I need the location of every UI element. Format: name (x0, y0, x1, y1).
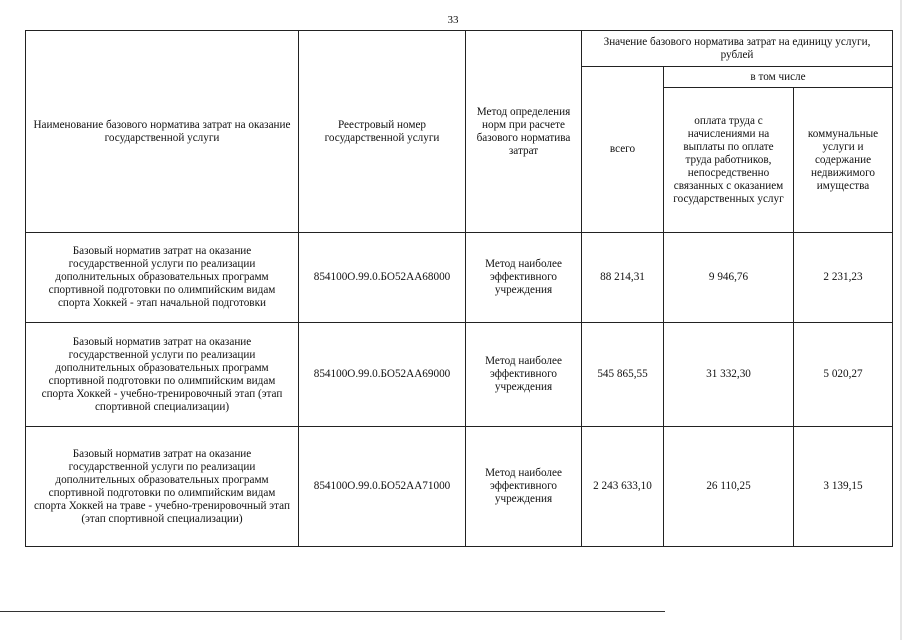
row-registry-cell: 854100О.99.0.БО52АА71000 (299, 427, 466, 547)
scan-bottom-line (0, 611, 665, 612)
table-row (26, 233, 893, 323)
row-utilities-cell: 3 139,15 (794, 427, 893, 547)
row-total-cell: 545 865,55 (582, 323, 664, 427)
header-value-group: Значение базового норматива затрат на единицу услуги, рублей (582, 31, 893, 67)
row-method-cell: Метод наиболее эффективного учреждения (466, 323, 582, 427)
row-labor-cell: 31 332,30 (664, 323, 794, 427)
row-name-cell: Базовый норматив затрат на оказание государственной услуги по реализации дополнительных образовательных программ спортивной подготовки по олимпийским видам спорта Хоккей - учебно-тренировочный этап (этап спортивной специализации) (26, 323, 299, 427)
row-name-cell: Базовый норматив затрат на оказание государственной услуги по реализации дополнительных образовательных программ спортивной подготовки по олимпийским видам спорта Хоккей на траве - учебно-тренировочный этап (этап спортивной специализации) (26, 427, 299, 547)
header-total: всего (582, 67, 664, 233)
table-row (26, 427, 893, 547)
header-name: Наименование базового норматива затрат на оказание государственной услуги (26, 31, 299, 233)
header-method: Метод определения норм при расчете базового норматива затрат (466, 31, 582, 233)
scan-right-edge (900, 0, 902, 640)
row-method-cell: Метод наиболее эффективного учреждения (466, 233, 582, 323)
header-row-1 (26, 31, 893, 67)
row-labor-cell: 9 946,76 (664, 233, 794, 323)
header-registry: Реестровый номер государственной услуги (299, 31, 466, 233)
row-method-cell: Метод наиболее эффективного учреждения (466, 427, 582, 547)
row-utilities-cell: 2 231,23 (794, 233, 893, 323)
row-registry-cell: 854100О.99.0.БО52АА69000 (299, 323, 466, 427)
page-number: 33 (447, 14, 459, 26)
header-labor: оплата труда с начислениями на выплаты по оплате труда работников, непосредственно связанных с оказанием государственных услуг (664, 88, 794, 233)
row-labor-cell: 26 110,25 (664, 427, 794, 547)
row-name-cell: Базовый норматив затрат на оказание государственной услуги по реализации дополнительных образовательных программ спортивной подготовки по олимпийским видам спорта Хоккей - этап начальной подготовки (26, 233, 299, 323)
header-including: в том числе (664, 67, 893, 88)
cost-norms-table (25, 30, 893, 547)
table-row (26, 323, 893, 427)
header-utilities: коммунальные услуги и содержание недвижимого имущества (794, 88, 893, 233)
row-registry-cell: 854100О.99.0.БО52АА68000 (299, 233, 466, 323)
row-utilities-cell: 5 020,27 (794, 323, 893, 427)
row-total-cell: 2 243 633,10 (582, 427, 664, 547)
row-total-cell: 88 214,31 (582, 233, 664, 323)
